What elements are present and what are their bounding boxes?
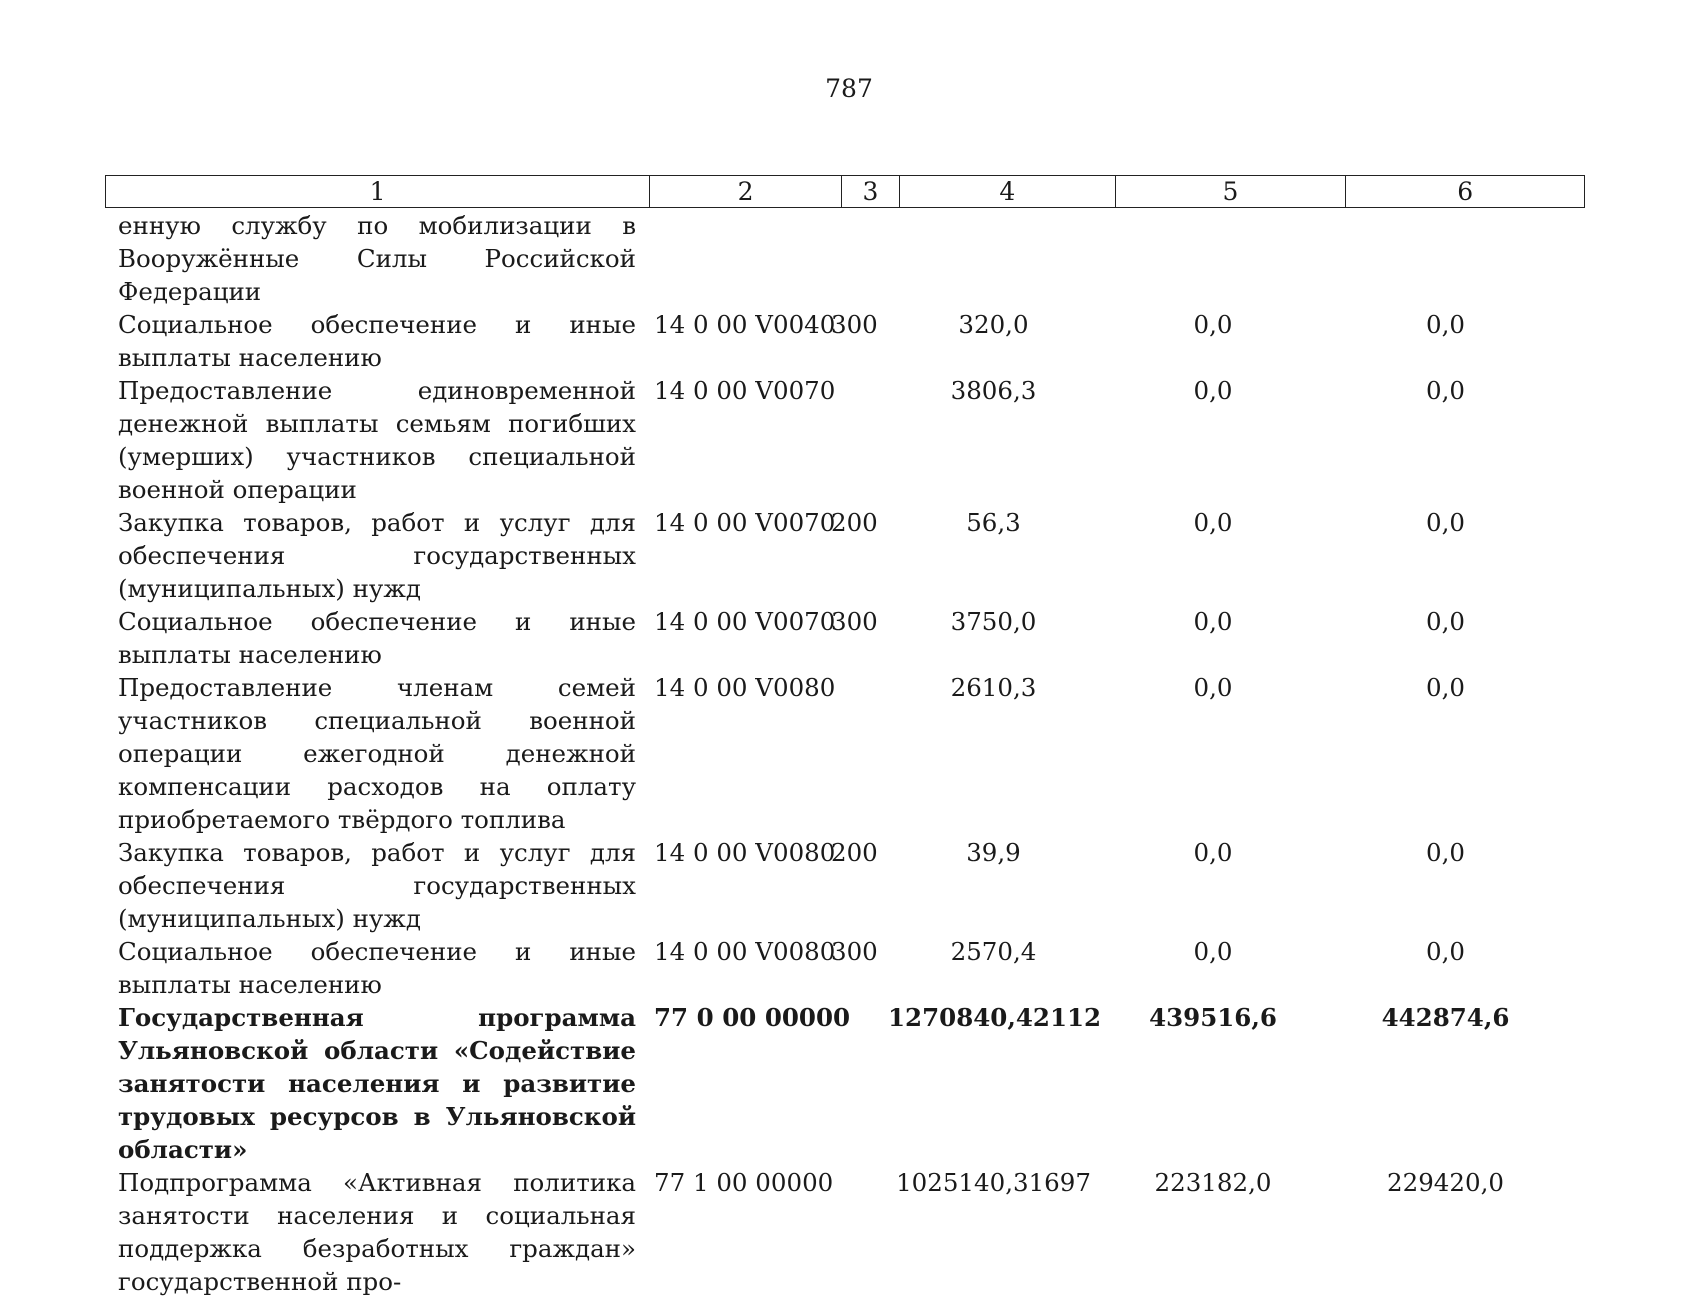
- table-body: [105, 209, 1585, 1298]
- row-code: 77 1 00 00000: [654, 1168, 834, 1197]
- row-type: [828, 209, 888, 308]
- row-code: 14 0 00 V0080: [654, 838, 836, 867]
- row-value-5: 0,0: [1193, 607, 1233, 636]
- row-value-5: 223182,0: [1154, 1168, 1272, 1197]
- row-code: 14 0 00 V0070: [654, 508, 836, 537]
- row-value-6: 0,0: [1426, 310, 1465, 339]
- row-name: Предоставление единовременной денежной выплаты семьям погибших (умерших) участников специальной военной операции: [118, 376, 636, 504]
- table-row: [105, 374, 1585, 506]
- row-value-6: 0,0: [1426, 607, 1465, 636]
- row-name: Закупка товаров, работ и услуг для обеспечения государственных (муниципальных) нужд: [118, 508, 636, 603]
- row-value-5: 0,0: [1193, 508, 1233, 537]
- row-value-6: 229420,0: [1387, 1168, 1504, 1197]
- row-name: Закупка товаров, работ и услуг для обеспечения государственных (муниципальных) нужд: [118, 838, 636, 933]
- row-value-4: 3750,0: [950, 607, 1037, 636]
- header-col-5: 5: [1116, 176, 1347, 207]
- row-type: 300: [831, 937, 878, 966]
- row-value-6: [1327, 209, 1564, 308]
- row-value-6: 442874,6: [1381, 1003, 1510, 1032]
- table-row: [105, 671, 1585, 836]
- table-row: [105, 605, 1585, 671]
- row-code: 77 0 00 00000: [654, 1003, 851, 1032]
- row-code: 14 0 00 V0080: [654, 937, 836, 966]
- table-row: [105, 506, 1585, 605]
- header-col-4: 4: [900, 176, 1116, 207]
- table-row: [105, 836, 1585, 935]
- header-col-6: 6: [1457, 177, 1474, 206]
- table-row-program: [105, 1001, 1585, 1166]
- row-value-5: 0,0: [1193, 838, 1233, 867]
- row-type: [828, 1166, 888, 1298]
- row-value-6: 0,0: [1426, 376, 1465, 405]
- page-number: 787: [825, 74, 873, 103]
- row-name: Предоставление членам семей участников специальной военной операции ежегодной денежной компенсации расходов на оплату приобретаемого твёрдого топлива: [118, 673, 636, 834]
- row-value-6: 0,0: [1426, 673, 1465, 702]
- row-type: 300: [831, 607, 878, 636]
- row-name: енную службу по мобилизации в Вооружённые Силы Российской Федерации: [118, 211, 636, 306]
- row-value-5: [1099, 209, 1327, 308]
- row-type: 300: [831, 310, 878, 339]
- header-col-1: 1: [106, 176, 650, 207]
- table-row: [105, 209, 1585, 308]
- table-row: [105, 308, 1585, 374]
- row-type: [828, 374, 888, 506]
- row-code: 14 0 00 V0070: [654, 376, 836, 405]
- header-col-2: 2: [650, 176, 842, 207]
- row-value-6: 0,0: [1426, 937, 1465, 966]
- row-type: 200: [831, 508, 878, 537]
- row-value-4: 39,9: [966, 838, 1021, 867]
- row-code: 14 0 00 V0040: [654, 310, 836, 339]
- row-value-4: 3806,3: [950, 376, 1037, 405]
- row-value-6: 0,0: [1426, 508, 1465, 537]
- row-name: Социальное обеспечение и иные выплаты населению: [118, 607, 636, 669]
- row-type: [828, 1001, 888, 1166]
- row-value-4: [888, 209, 1099, 308]
- row-value-4: 2610,3: [950, 673, 1037, 702]
- row-type: [828, 671, 888, 836]
- row-type: 200: [831, 838, 878, 867]
- row-code: 14 0 00 V0080: [654, 673, 836, 702]
- table-row: [105, 935, 1585, 1001]
- row-value-4: 56,3: [966, 508, 1021, 537]
- table-header: [105, 175, 1585, 208]
- row-name: Социальное обеспечение и иные выплаты населению: [118, 937, 636, 999]
- row-value-6: 0,0: [1426, 838, 1465, 867]
- row-name: Социальное обеспечение и иные выплаты населению: [118, 310, 636, 372]
- row-name: Государственная программа Ульяновской области «Содействие занятости населения и развитие трудовых ресурсов в Ульяновской области»: [118, 1003, 636, 1164]
- row-value-5: 0,0: [1193, 310, 1233, 339]
- row-value-4: 1270840,42112: [888, 1003, 1102, 1032]
- row-code: [644, 209, 828, 308]
- row-value-5: 439516,6: [1149, 1003, 1277, 1032]
- row-value-4: 320,0: [958, 310, 1029, 339]
- row-value-5: 0,0: [1193, 673, 1233, 702]
- header-col-3: 3: [842, 176, 900, 207]
- row-value-4: 2570,4: [950, 937, 1037, 966]
- row-code: 14 0 00 V0070: [654, 607, 836, 636]
- row-value-5: 0,0: [1193, 937, 1233, 966]
- row-value-5: 0,0: [1193, 376, 1233, 405]
- row-name: Подпрограмма «Активная политика занятости населения и социальная поддержка безработных граждан» государственной про-: [118, 1168, 636, 1296]
- table-row: [105, 1166, 1585, 1298]
- row-value-4: 1025140,31697: [896, 1168, 1091, 1197]
